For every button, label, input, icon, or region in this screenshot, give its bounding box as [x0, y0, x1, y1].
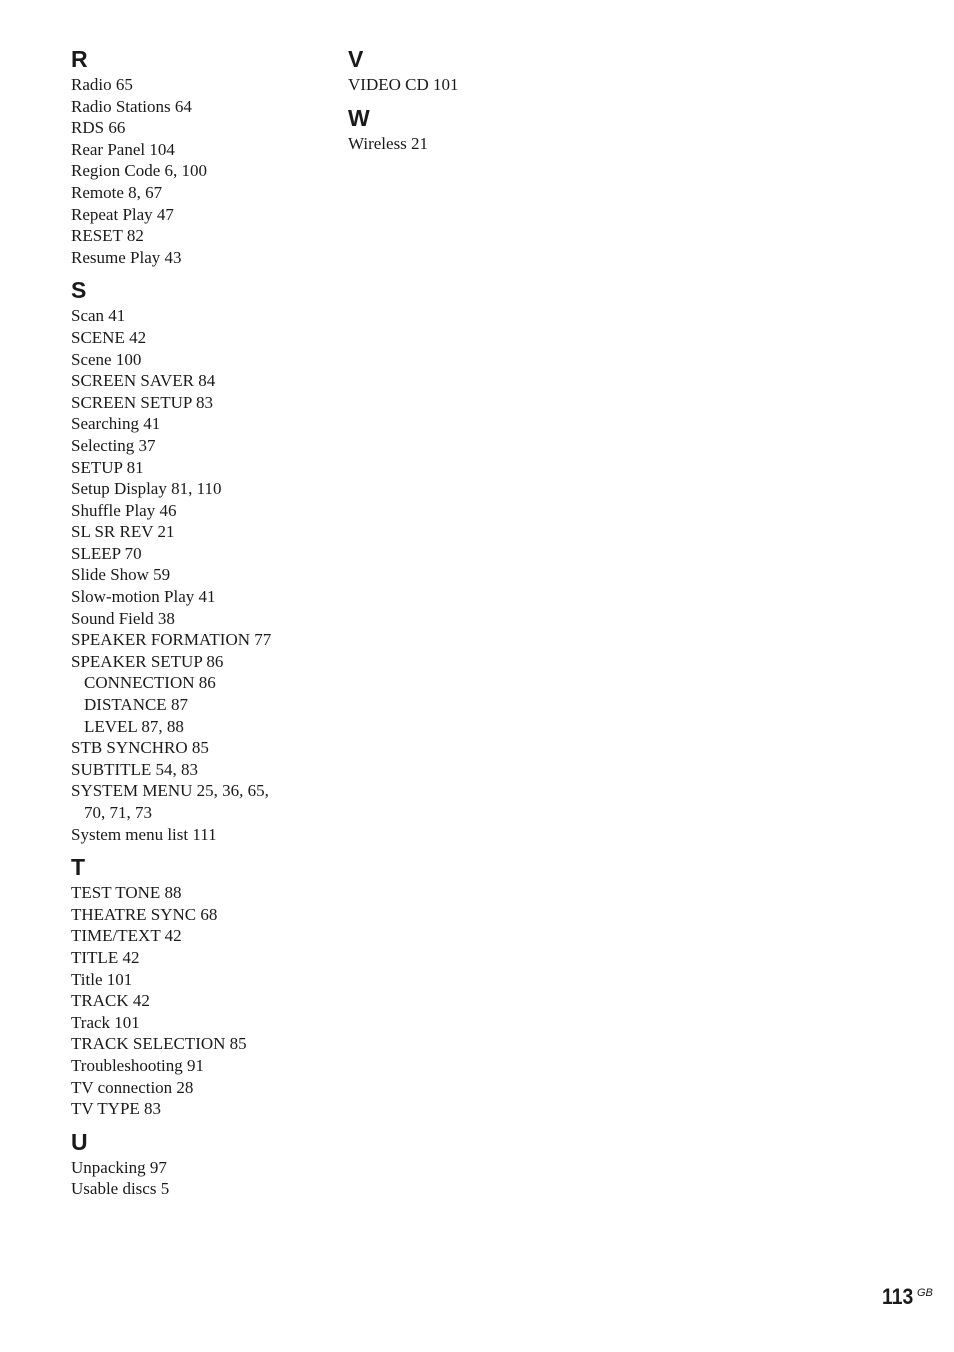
index-entry: SCENE 42 [71, 327, 147, 347]
index-entry: System menu list 111 [71, 824, 217, 844]
section-letter: V [348, 46, 364, 72]
index-entry: Slow-motion Play 41 [71, 587, 216, 607]
index-section-r [71, 44, 331, 268]
index-column-right [348, 44, 608, 161]
index-entry: SPEAKER SETUP 86 [71, 651, 224, 671]
index-entry: SCREEN SAVER 84 [71, 371, 216, 391]
index-entry: Sound Field 38 [71, 608, 175, 628]
index-entry: Troubleshooting 91 [71, 1055, 205, 1075]
index-column-left [71, 44, 331, 1207]
section-letter: W [348, 104, 370, 131]
index-entry: STB SYNCHRO 85 [71, 738, 209, 758]
index-entry: Usable discs 5 [71, 1179, 170, 1199]
index-entry: SL SR REV 21 [71, 522, 175, 542]
index-section-v [348, 44, 608, 96]
index-entry: SLEEP 70 [71, 543, 142, 563]
index-entry: TV TYPE 83 [71, 1099, 162, 1119]
index-entry: Rear Panel 104 [71, 139, 175, 159]
index-entry: TEST TONE 88 [71, 883, 182, 903]
section-letter: R [71, 46, 88, 72]
index-entry: TRACK 42 [71, 991, 150, 1011]
index-entry: Scene 100 [71, 349, 142, 369]
index-entry: Unpacking 97 [71, 1157, 167, 1177]
index-entry: SUBTITLE 54, 83 [71, 759, 199, 779]
index-entry: Title 101 [71, 969, 133, 989]
index-entry: Searching 41 [71, 414, 161, 434]
index-entry: Track 101 [71, 1012, 140, 1032]
index-entry: RESET 82 [71, 226, 144, 246]
index-entry: Remote 8, 67 [71, 182, 163, 202]
index-section-s [71, 275, 331, 845]
section-letter: U [71, 1128, 88, 1155]
page-region-suffix: GB [917, 1287, 933, 1299]
index-entry: Radio 65 [71, 75, 133, 94]
index-subentry: DISTANCE 87 [84, 695, 188, 715]
index-subentry: CONNECTION 86 [84, 673, 216, 693]
index-entry: Shuffle Play 46 [71, 500, 177, 520]
index-subentry: 70, 71, 73 [84, 803, 152, 822]
index-entry: VIDEO CD 101 [348, 75, 459, 94]
index-entry: SPEAKER FORMATION 77 [71, 630, 272, 650]
index-section-w [348, 103, 608, 155]
index-entry: Wireless 21 [348, 133, 429, 153]
index-entry: TRACK SELECTION 85 [71, 1034, 247, 1054]
index-entry: SETUP 81 [71, 457, 144, 477]
index-entry: Slide Show 59 [71, 565, 171, 585]
index-entry: TIME/TEXT 42 [71, 926, 182, 946]
section-letter: S [71, 277, 87, 304]
index-entry: TITLE 42 [71, 947, 140, 967]
page-number: 113 [882, 1284, 914, 1309]
index-entry: Region Code 6, 100 [71, 161, 207, 181]
index-entry: Setup Display 81, 110 [71, 479, 222, 499]
index-entry: Resume Play 43 [71, 247, 182, 267]
index-entry: SCREEN SETUP 83 [71, 392, 214, 412]
index-entry: Scan 41 [71, 306, 126, 326]
index-entry: TV connection 28 [71, 1077, 194, 1097]
index-section-t [71, 852, 331, 1120]
index-section-u [71, 1127, 331, 1200]
index-entry: RDS 66 [71, 118, 126, 138]
index-entry: Repeat Play 47 [71, 204, 174, 224]
index-entry: SYSTEM MENU 25, 36, 65, [71, 781, 269, 801]
index-subentry: LEVEL 87, 88 [84, 716, 184, 736]
index-entry: Radio Stations 64 [71, 96, 192, 116]
index-entry: Selecting 37 [71, 435, 156, 455]
index-entry: THEATRE SYNC 68 [71, 904, 218, 924]
section-letter: T [71, 854, 86, 881]
